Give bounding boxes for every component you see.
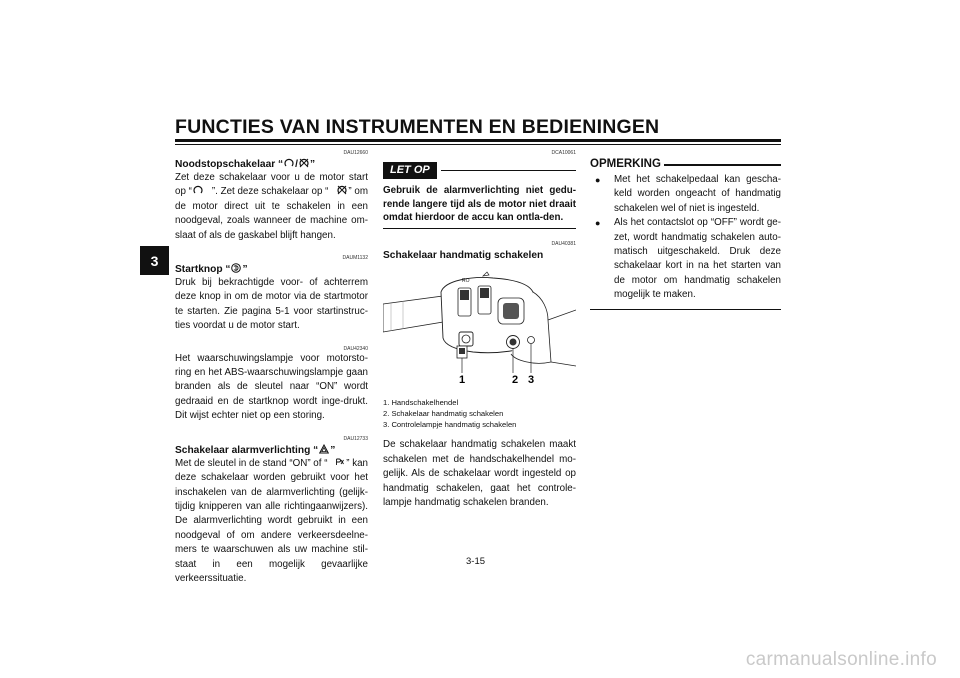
section-heading-alarm [175,444,368,457]
handlebar-pipe [383,296,443,332]
note-header [590,158,781,170]
text-line [175,185,368,199]
note-text: Met het schakelpedaal kan gescha-keld worden ongeacht of handmatig schakelen wel of niet is ingesteld. [614,174,781,214]
note-end-rule [590,309,781,310]
engine-stop-icon [299,158,309,168]
column-middle [383,150,576,510]
note-list [590,173,781,303]
ref-code: DAU42340 [343,345,368,352]
paragraph-startknop: Druk bij bekrachtigde voor- of achterrem deze knop in om de motor via de startmotor te starten. Zie pagina 5-1 voor startinstruc-ties voordat u de motor start. [175,277,368,332]
svg-text:RO: RO [462,278,470,285]
list-item [590,173,781,216]
heading-text: ” [330,444,336,456]
text-run: ” kan [346,457,368,469]
figure-label-2: 2 [511,374,519,387]
ref-code: DAUM1132 [342,255,368,262]
caption-item: 1. Handschakelhendel [383,398,459,408]
column-left [175,150,368,586]
text-rest: de motor direct uit te schakelen in een noodgeval, zoals wanneer de machine om-slaat of als de gaskabel blijft hangen. [175,200,368,241]
parking-key-icon [335,457,345,467]
page-title: FUNCTIES VAN INSTRUMENTEN EN BEDIENINGEN [175,116,660,138]
engine-stop-icon [337,185,347,195]
figure-label-1: 1 [458,374,466,387]
section-heading-startknop [175,263,368,276]
note-title: OPMERKING [590,158,661,170]
ref-code: DCA10061 [551,150,576,156]
manual-shift-indicator [528,337,535,344]
text-run: ” om [348,186,368,198]
text-line: Zet deze schakelaar voor u de motor start [175,172,368,183]
title-rule-thin [175,144,781,145]
heading-text: Startknop “ [175,264,231,276]
ref-code: DAU40381 [551,241,576,248]
caution-rule [441,170,576,172]
handlebar-switch-illustration [383,270,576,388]
heading-text: ” [242,264,248,276]
caution-text: Gebruik de alarmverlichting niet gedu-rende langere tijd als de motor niet draait omdat hierdoor de accu kan ontla-den. [383,185,576,224]
bullet-icon: ● [595,218,601,229]
caution-badge: LET OP [383,162,437,179]
paragraph-alarm [175,457,368,587]
figure-label-3: 3 [527,374,535,387]
heading-text: / [295,159,298,170]
title-rule-thick [175,139,781,142]
watermark: carmanualsonline.info [745,649,937,670]
text-line [175,457,368,471]
text-rest: deze schakelaar worden gebruikt voor het inschakelen van de alarmverlichting (gelijk-tijdig knipperen van alle richtingaanwijzers). De alarmverlichting wordt gebruikt in een noodgeval of om andere verkeersdeelne-mers te waarschuwen als uw machine stil-staat in een mogelijk gevaarlijke verkeerssituatie. [175,472,368,584]
paragraph-handmatig: De schakelaar handmatig schakelen maakt schakelen met de handschakelhendel mo-gelijk. Als de schakelaar wordt ingesteld op handmatig schakelen, gaat het controle-lampje handmatig schakelen branden. [383,439,576,508]
chapter-tab: 3 [140,246,169,275]
caption-item: 3. Controlelampje handmatig schakelen [383,420,517,430]
text-run: ”. Zet deze schakelaar op “ [211,186,329,198]
start-button-icon [231,263,241,273]
ref-code: DAU12733 [343,435,368,442]
engine-run-icon [284,158,294,168]
caption-item: 2. Schakelaar handmatig schakelen [383,409,504,419]
section-heading-noodstop [175,158,368,171]
paragraph-waarschuwing: Het waarschuwingslampje voor motorsto-ring en het ABS-waarschuwingslampje gaan branden als de sleutel naar “ON” wordt gedraaid en de startknop wordt inge-drukt. Dit wijst echter niet op een storing. [175,352,368,422]
text-run: op “ [175,186,192,198]
text-run: Met de sleutel in de stand “ON” of “ [175,457,328,469]
hazard-triangle-icon [319,444,329,454]
figure-captions [383,397,576,430]
caution-header [383,162,576,179]
heading-text: Noodstopschakelaar “ [175,159,284,170]
section-heading-handmatig: Schakelaar handmatig schakelen [383,250,544,262]
heading-text: Schakelaar alarmverlichting “ [175,444,319,456]
page-number: 3-15 [466,556,486,567]
ref-code: DAU12660 [343,150,368,156]
shift-switch [459,332,473,346]
column-right [590,158,781,310]
heading-text: ” [309,159,316,170]
note-rule [664,164,781,166]
paragraph-noodstop [175,171,368,243]
note-text: Als het contactslot op “OFF” wordt ge-zet, wordt handmatig schakelen auto-matisch uitgeschakeld. Druk deze schakelaar kort in na het starten van de motor om handmatig schakelen mogelijk te maken. [614,217,781,301]
list-item [590,216,781,302]
engine-run-icon [193,185,203,195]
bullet-icon: ● [595,175,601,185]
